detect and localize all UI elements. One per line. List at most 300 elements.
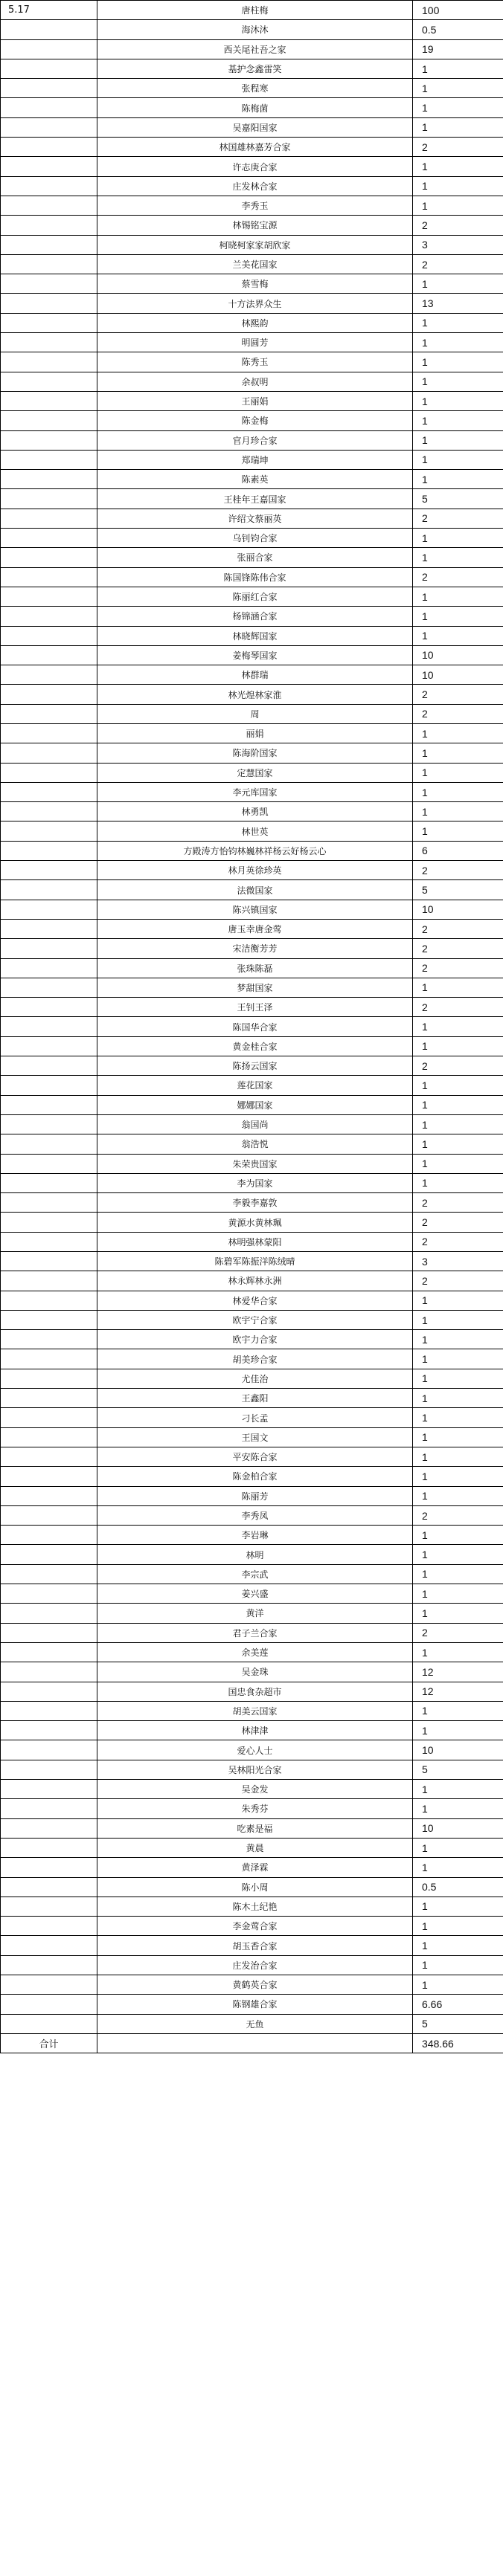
donor-name-cell: 黄晨	[97, 1838, 413, 1857]
date-cell	[1, 1056, 97, 1076]
table-row	[1, 998, 503, 1017]
amount-cell: 10	[413, 665, 503, 685]
donor-name-cell: 陈钢雄合家	[97, 1995, 413, 2014]
date-cell	[1, 1721, 97, 1740]
table-row	[1, 138, 503, 157]
donor-name-cell: 国忠食杂超市	[97, 1682, 413, 1701]
date-cell	[1, 1271, 97, 1291]
amount-cell: 1	[413, 313, 503, 332]
date-cell: 5.17	[1, 1, 97, 20]
date-cell	[1, 157, 97, 176]
table-row	[1, 978, 503, 997]
amount-cell: 2	[413, 939, 503, 958]
amount-cell: 100	[413, 1, 503, 20]
amount-cell: 2	[413, 1193, 503, 1213]
donor-name-cell: 黄洋	[97, 1604, 413, 1623]
table-row	[1, 1721, 503, 1740]
table-row	[1, 1271, 503, 1291]
donor-name-cell: 李岩琳	[97, 1526, 413, 1545]
table-row	[1, 821, 503, 841]
amount-cell: 2	[413, 685, 503, 704]
date-cell	[1, 1760, 97, 1779]
donor-name-cell: 吴嘉阳国家	[97, 117, 413, 137]
amount-cell: 1	[413, 1545, 503, 1564]
table-row	[1, 1193, 503, 1213]
date-cell	[1, 254, 97, 274]
table-row	[1, 1975, 503, 1994]
amount-cell: 0.5	[413, 1877, 503, 1897]
table-row	[1, 1897, 503, 1916]
table-row	[1, 841, 503, 860]
table-row	[1, 626, 503, 645]
donor-name-cell: 王国文	[97, 1427, 413, 1447]
date-cell	[1, 1545, 97, 1564]
amount-cell: 2	[413, 998, 503, 1017]
date-cell	[1, 665, 97, 685]
date-cell	[1, 1682, 97, 1701]
donor-name-cell: 姜兴盛	[97, 1584, 413, 1604]
amount-cell: 1	[413, 1936, 503, 1955]
date-cell	[1, 1936, 97, 1955]
table-row	[1, 1858, 503, 1877]
amount-cell: 1	[413, 372, 503, 391]
table-row	[1, 117, 503, 137]
date-cell	[1, 216, 97, 235]
amount-cell: 1	[413, 196, 503, 215]
total-label: 合计	[1, 2033, 97, 2053]
date-cell	[1, 1838, 97, 1857]
donor-name-cell: 陈金梅	[97, 411, 413, 430]
amount-cell: 1	[413, 1975, 503, 1994]
date-cell	[1, 20, 97, 39]
date-cell	[1, 1467, 97, 1486]
donor-name-cell: 周	[97, 704, 413, 723]
donor-name-cell: 林国雄林嘉芳合家	[97, 138, 413, 157]
amount-cell: 1	[413, 450, 503, 469]
date-cell	[1, 802, 97, 821]
date-cell	[1, 1427, 97, 1447]
table-row	[1, 39, 503, 59]
table-row	[1, 861, 503, 880]
donor-name-cell: 陈扬云国家	[97, 1056, 413, 1076]
donor-name-cell: 李秀凤	[97, 1505, 413, 1525]
amount-cell: 1	[413, 548, 503, 567]
amount-cell: 5	[413, 2014, 503, 2033]
amount-cell: 5	[413, 1760, 503, 1779]
date-cell	[1, 1526, 97, 1545]
table-row	[1, 294, 503, 313]
date-cell	[1, 2014, 97, 2033]
date-cell	[1, 235, 97, 254]
amount-cell: 1	[413, 1408, 503, 1427]
table-row	[1, 1526, 503, 1545]
amount-cell: 1	[413, 1330, 503, 1349]
donor-name-cell: 陈国华合家	[97, 1017, 413, 1036]
table-row	[1, 509, 503, 528]
amount-cell: 1	[413, 1701, 503, 1720]
amount-cell: 2	[413, 567, 503, 587]
donor-name-cell: 刁长孟	[97, 1408, 413, 1427]
table-row	[1, 1760, 503, 1779]
amount-cell: 1	[413, 59, 503, 78]
date-cell	[1, 626, 97, 645]
donor-name-cell: 张丽合家	[97, 548, 413, 567]
amount-cell: 1	[413, 529, 503, 548]
table-row	[1, 235, 503, 254]
table-row	[1, 1486, 503, 1505]
amount-cell: 1	[413, 723, 503, 743]
donor-name-cell: 李金莺合家	[97, 1917, 413, 1936]
table-row	[1, 802, 503, 821]
date-cell	[1, 567, 97, 587]
date-cell	[1, 1486, 97, 1505]
donor-name-cell: 黄鹤英合家	[97, 1975, 413, 1994]
donor-name-cell: 平安陈合家	[97, 1447, 413, 1466]
date-cell	[1, 1232, 97, 1251]
donor-name-cell: 十方法界众生	[97, 294, 413, 313]
amount-cell: 1	[413, 352, 503, 372]
table-row	[1, 1917, 503, 1936]
donor-name-cell: 林勇凯	[97, 802, 413, 821]
amount-cell: 1	[413, 1780, 503, 1799]
donor-name-cell: 尤佳治	[97, 1369, 413, 1388]
donor-name-cell: 胡玉香合家	[97, 1936, 413, 1955]
table-row	[1, 1740, 503, 1760]
donor-name-cell: 姜梅琴国家	[97, 645, 413, 665]
table-row	[1, 176, 503, 196]
date-cell	[1, 1349, 97, 1369]
donor-name-cell: 林明	[97, 1545, 413, 1564]
date-cell	[1, 743, 97, 763]
amount-cell: 1	[413, 1526, 503, 1545]
donor-name-cell: 许绍文蔡丽英	[97, 509, 413, 528]
table-row	[1, 1447, 503, 1466]
amount-cell: 2	[413, 1213, 503, 1232]
donor-name-cell: 陈国锋陈伟合家	[97, 567, 413, 587]
date-cell	[1, 1975, 97, 1994]
amount-cell: 1	[413, 1389, 503, 1408]
amount-cell: 10	[413, 1740, 503, 1760]
amount-cell: 1	[413, 763, 503, 782]
date-cell	[1, 138, 97, 157]
date-cell	[1, 430, 97, 450]
donor-name-cell: 无鱼	[97, 2014, 413, 2033]
table-row	[1, 372, 503, 391]
donor-name-cell: 李为国家	[97, 1173, 413, 1192]
donor-name-cell: 王桂年王嘉国家	[97, 489, 413, 509]
donor-name-cell: 君子兰合家	[97, 1623, 413, 1642]
amount-cell: 1	[413, 117, 503, 137]
amount-cell: 13	[413, 294, 503, 313]
table-row	[1, 685, 503, 704]
table-row	[1, 1252, 503, 1271]
donor-name-cell: 余美莲	[97, 1642, 413, 1662]
date-cell	[1, 1642, 97, 1662]
total-blank-cell	[97, 2033, 413, 2053]
date-cell	[1, 529, 97, 548]
amount-cell: 2	[413, 1232, 503, 1251]
table-row	[1, 1662, 503, 1682]
donor-name-cell: 林世英	[97, 821, 413, 841]
date-cell	[1, 1584, 97, 1604]
table-row	[1, 59, 503, 78]
donor-name-cell: 张程寒	[97, 79, 413, 98]
table-row	[1, 1467, 503, 1486]
donor-name-cell: 官月珍合家	[97, 430, 413, 450]
date-cell	[1, 900, 97, 919]
amount-cell: 2	[413, 216, 503, 235]
date-cell	[1, 313, 97, 332]
amount-cell: 1	[413, 470, 503, 489]
donor-name-cell: 李秀玉	[97, 196, 413, 215]
donor-name-cell: 陈兴镇国家	[97, 900, 413, 919]
donor-name-cell: 乌钊钧合家	[97, 529, 413, 548]
table-row	[1, 1780, 503, 1799]
donor-name-cell: 陈碧军陈振洋陈绒晴	[97, 1252, 413, 1271]
table-row	[1, 489, 503, 509]
donor-name-cell: 基护念鑫雷笑	[97, 59, 413, 78]
table-row	[1, 607, 503, 626]
date-cell	[1, 98, 97, 117]
date-cell	[1, 1252, 97, 1271]
date-cell	[1, 391, 97, 410]
table-row	[1, 1584, 503, 1604]
amount-cell: 1	[413, 743, 503, 763]
table-row	[1, 1427, 503, 1447]
date-cell	[1, 958, 97, 978]
table-row	[1, 782, 503, 801]
donor-name-cell: 丽娟	[97, 723, 413, 743]
date-cell	[1, 1036, 97, 1056]
date-cell	[1, 1604, 97, 1623]
table-row	[1, 1505, 503, 1525]
date-cell	[1, 1310, 97, 1329]
amount-cell: 2	[413, 958, 503, 978]
donor-name-cell: 王钊王泽	[97, 998, 413, 1017]
table-row	[1, 900, 503, 919]
table-row	[1, 1349, 503, 1369]
donor-name-cell: 林锡铭宝源	[97, 216, 413, 235]
date-cell	[1, 1330, 97, 1349]
date-cell	[1, 450, 97, 469]
donor-name-cell: 朱秀芬	[97, 1799, 413, 1818]
amount-cell: 1	[413, 79, 503, 98]
date-cell	[1, 1213, 97, 1232]
donor-name-cell: 林群瑞	[97, 665, 413, 685]
amount-cell: 1	[413, 1799, 503, 1818]
table-row	[1, 1134, 503, 1154]
date-cell	[1, 274, 97, 294]
donor-name-cell: 陈海阶国家	[97, 743, 413, 763]
amount-cell: 2	[413, 138, 503, 157]
donor-name-cell: 莲花国家	[97, 1076, 413, 1095]
table-row	[1, 470, 503, 489]
table-row	[1, 743, 503, 763]
donor-name-cell: 林晓辉国家	[97, 626, 413, 645]
amount-cell: 1	[413, 1838, 503, 1857]
amount-cell: 1	[413, 1604, 503, 1623]
donor-name-cell: 陈金柏合家	[97, 1467, 413, 1486]
table-row	[1, 1682, 503, 1701]
table-row	[1, 1, 503, 20]
date-cell	[1, 1173, 97, 1192]
donor-name-cell: 蔡雪梅	[97, 274, 413, 294]
table-row	[1, 1056, 503, 1076]
date-cell	[1, 880, 97, 900]
amount-cell: 6	[413, 841, 503, 860]
donor-name-cell: 胡美珍合家	[97, 1349, 413, 1369]
donor-name-cell: 杨锦涵合家	[97, 607, 413, 626]
donor-name-cell: 定慧国家	[97, 763, 413, 782]
date-cell	[1, 645, 97, 665]
amount-cell: 1	[413, 978, 503, 997]
table-row	[1, 1017, 503, 1036]
amount-cell: 1	[413, 1486, 503, 1505]
donor-name-cell: 许志庚合家	[97, 157, 413, 176]
amount-cell: 2	[413, 704, 503, 723]
table-row	[1, 20, 503, 39]
amount-cell: 1	[413, 821, 503, 841]
date-cell	[1, 919, 97, 938]
amount-cell: 1	[413, 411, 503, 430]
amount-cell: 1	[413, 782, 503, 801]
table-row	[1, 529, 503, 548]
amount-cell: 1	[413, 1076, 503, 1095]
table-row	[1, 1642, 503, 1662]
date-cell	[1, 196, 97, 215]
date-cell	[1, 1780, 97, 1799]
donor-name-cell: 翁国尚	[97, 1114, 413, 1134]
table-row	[1, 1095, 503, 1114]
amount-cell: 2	[413, 861, 503, 880]
table-row	[1, 1604, 503, 1623]
donor-name-cell: 庄发林合家	[97, 176, 413, 196]
date-cell	[1, 79, 97, 98]
table-row	[1, 2014, 503, 2033]
date-cell	[1, 685, 97, 704]
date-cell	[1, 782, 97, 801]
donor-name-cell: 娜娜国家	[97, 1095, 413, 1114]
donor-name-cell: 爱心人士	[97, 1740, 413, 1760]
amount-cell: 1	[413, 1858, 503, 1877]
amount-cell: 19	[413, 39, 503, 59]
donor-name-cell: 黄泽霖	[97, 1858, 413, 1877]
table-row	[1, 411, 503, 430]
amount-cell: 2	[413, 1505, 503, 1525]
donor-name-cell: 西关尾社吾之家	[97, 39, 413, 59]
amount-cell: 6.66	[413, 1995, 503, 2014]
date-cell	[1, 39, 97, 59]
amount-cell: 1	[413, 176, 503, 196]
amount-cell: 12	[413, 1662, 503, 1682]
table-row	[1, 1389, 503, 1408]
table-row	[1, 763, 503, 782]
donor-name-cell: 吃素是福	[97, 1818, 413, 1838]
amount-cell: 2	[413, 1056, 503, 1076]
table-row	[1, 98, 503, 117]
amount-cell: 1	[413, 1154, 503, 1173]
donor-name-cell: 方殿涛方怡钧林巍林祥杨云好杨云心	[97, 841, 413, 860]
table-row	[1, 313, 503, 332]
date-cell	[1, 117, 97, 137]
amount-cell: 1	[413, 1721, 503, 1740]
amount-cell: 1	[413, 98, 503, 117]
amount-cell: 1	[413, 333, 503, 352]
date-cell	[1, 1505, 97, 1525]
donor-name-cell: 唐玉幸唐金莺	[97, 919, 413, 938]
amount-cell: 1	[413, 1291, 503, 1310]
date-cell	[1, 1799, 97, 1818]
donor-name-cell: 海沐沐	[97, 20, 413, 39]
amount-cell: 1	[413, 1369, 503, 1388]
donor-name-cell: 欧宇力合家	[97, 1330, 413, 1349]
table-row	[1, 880, 503, 900]
date-cell	[1, 998, 97, 1017]
donor-name-cell: 唐柱梅	[97, 1, 413, 20]
donor-name-cell: 林明强林蒙阳	[97, 1232, 413, 1251]
donor-name-cell: 庄发治合家	[97, 1955, 413, 1975]
date-cell	[1, 939, 97, 958]
table-row	[1, 1995, 503, 2014]
date-cell	[1, 723, 97, 743]
donor-name-cell: 王丽娟	[97, 391, 413, 410]
donor-name-cell: 郑瑞坤	[97, 450, 413, 469]
amount-cell: 1	[413, 1564, 503, 1584]
date-cell	[1, 1447, 97, 1466]
amount-cell: 1	[413, 626, 503, 645]
amount-cell: 1	[413, 430, 503, 450]
date-cell	[1, 176, 97, 196]
table-row	[1, 723, 503, 743]
table-row	[1, 939, 503, 958]
amount-cell: 1	[413, 157, 503, 176]
amount-cell: 1	[413, 1427, 503, 1447]
date-cell	[1, 333, 97, 352]
table-row	[1, 1623, 503, 1642]
table-row	[1, 196, 503, 215]
table-row	[1, 1369, 503, 1388]
date-cell	[1, 1564, 97, 1584]
table-row	[1, 216, 503, 235]
date-cell	[1, 372, 97, 391]
amount-cell: 1	[413, 607, 503, 626]
donor-name-cell: 林月英徐珍英	[97, 861, 413, 880]
amount-cell: 5	[413, 880, 503, 900]
table-row	[1, 79, 503, 98]
table-row	[1, 1877, 503, 1897]
date-cell	[1, 1017, 97, 1036]
donor-name-cell: 陈丽红合家	[97, 587, 413, 606]
donor-name-cell: 陈丽芳	[97, 1486, 413, 1505]
date-cell	[1, 1897, 97, 1916]
table-row	[1, 1701, 503, 1720]
date-cell	[1, 294, 97, 313]
date-cell	[1, 489, 97, 509]
donor-name-cell: 黄金桂合家	[97, 1036, 413, 1056]
date-cell	[1, 587, 97, 606]
table-row	[1, 391, 503, 410]
donor-name-cell: 兰美花国家	[97, 254, 413, 274]
table-row	[1, 645, 503, 665]
amount-cell: 1	[413, 587, 503, 606]
date-cell	[1, 1623, 97, 1642]
donor-name-cell: 吴林阳光合家	[97, 1760, 413, 1779]
date-cell	[1, 1662, 97, 1682]
amount-cell: 1	[413, 274, 503, 294]
donor-name-cell: 陈木土纪艳	[97, 1897, 413, 1916]
table-row	[1, 919, 503, 938]
donor-name-cell: 陈素英	[97, 470, 413, 489]
